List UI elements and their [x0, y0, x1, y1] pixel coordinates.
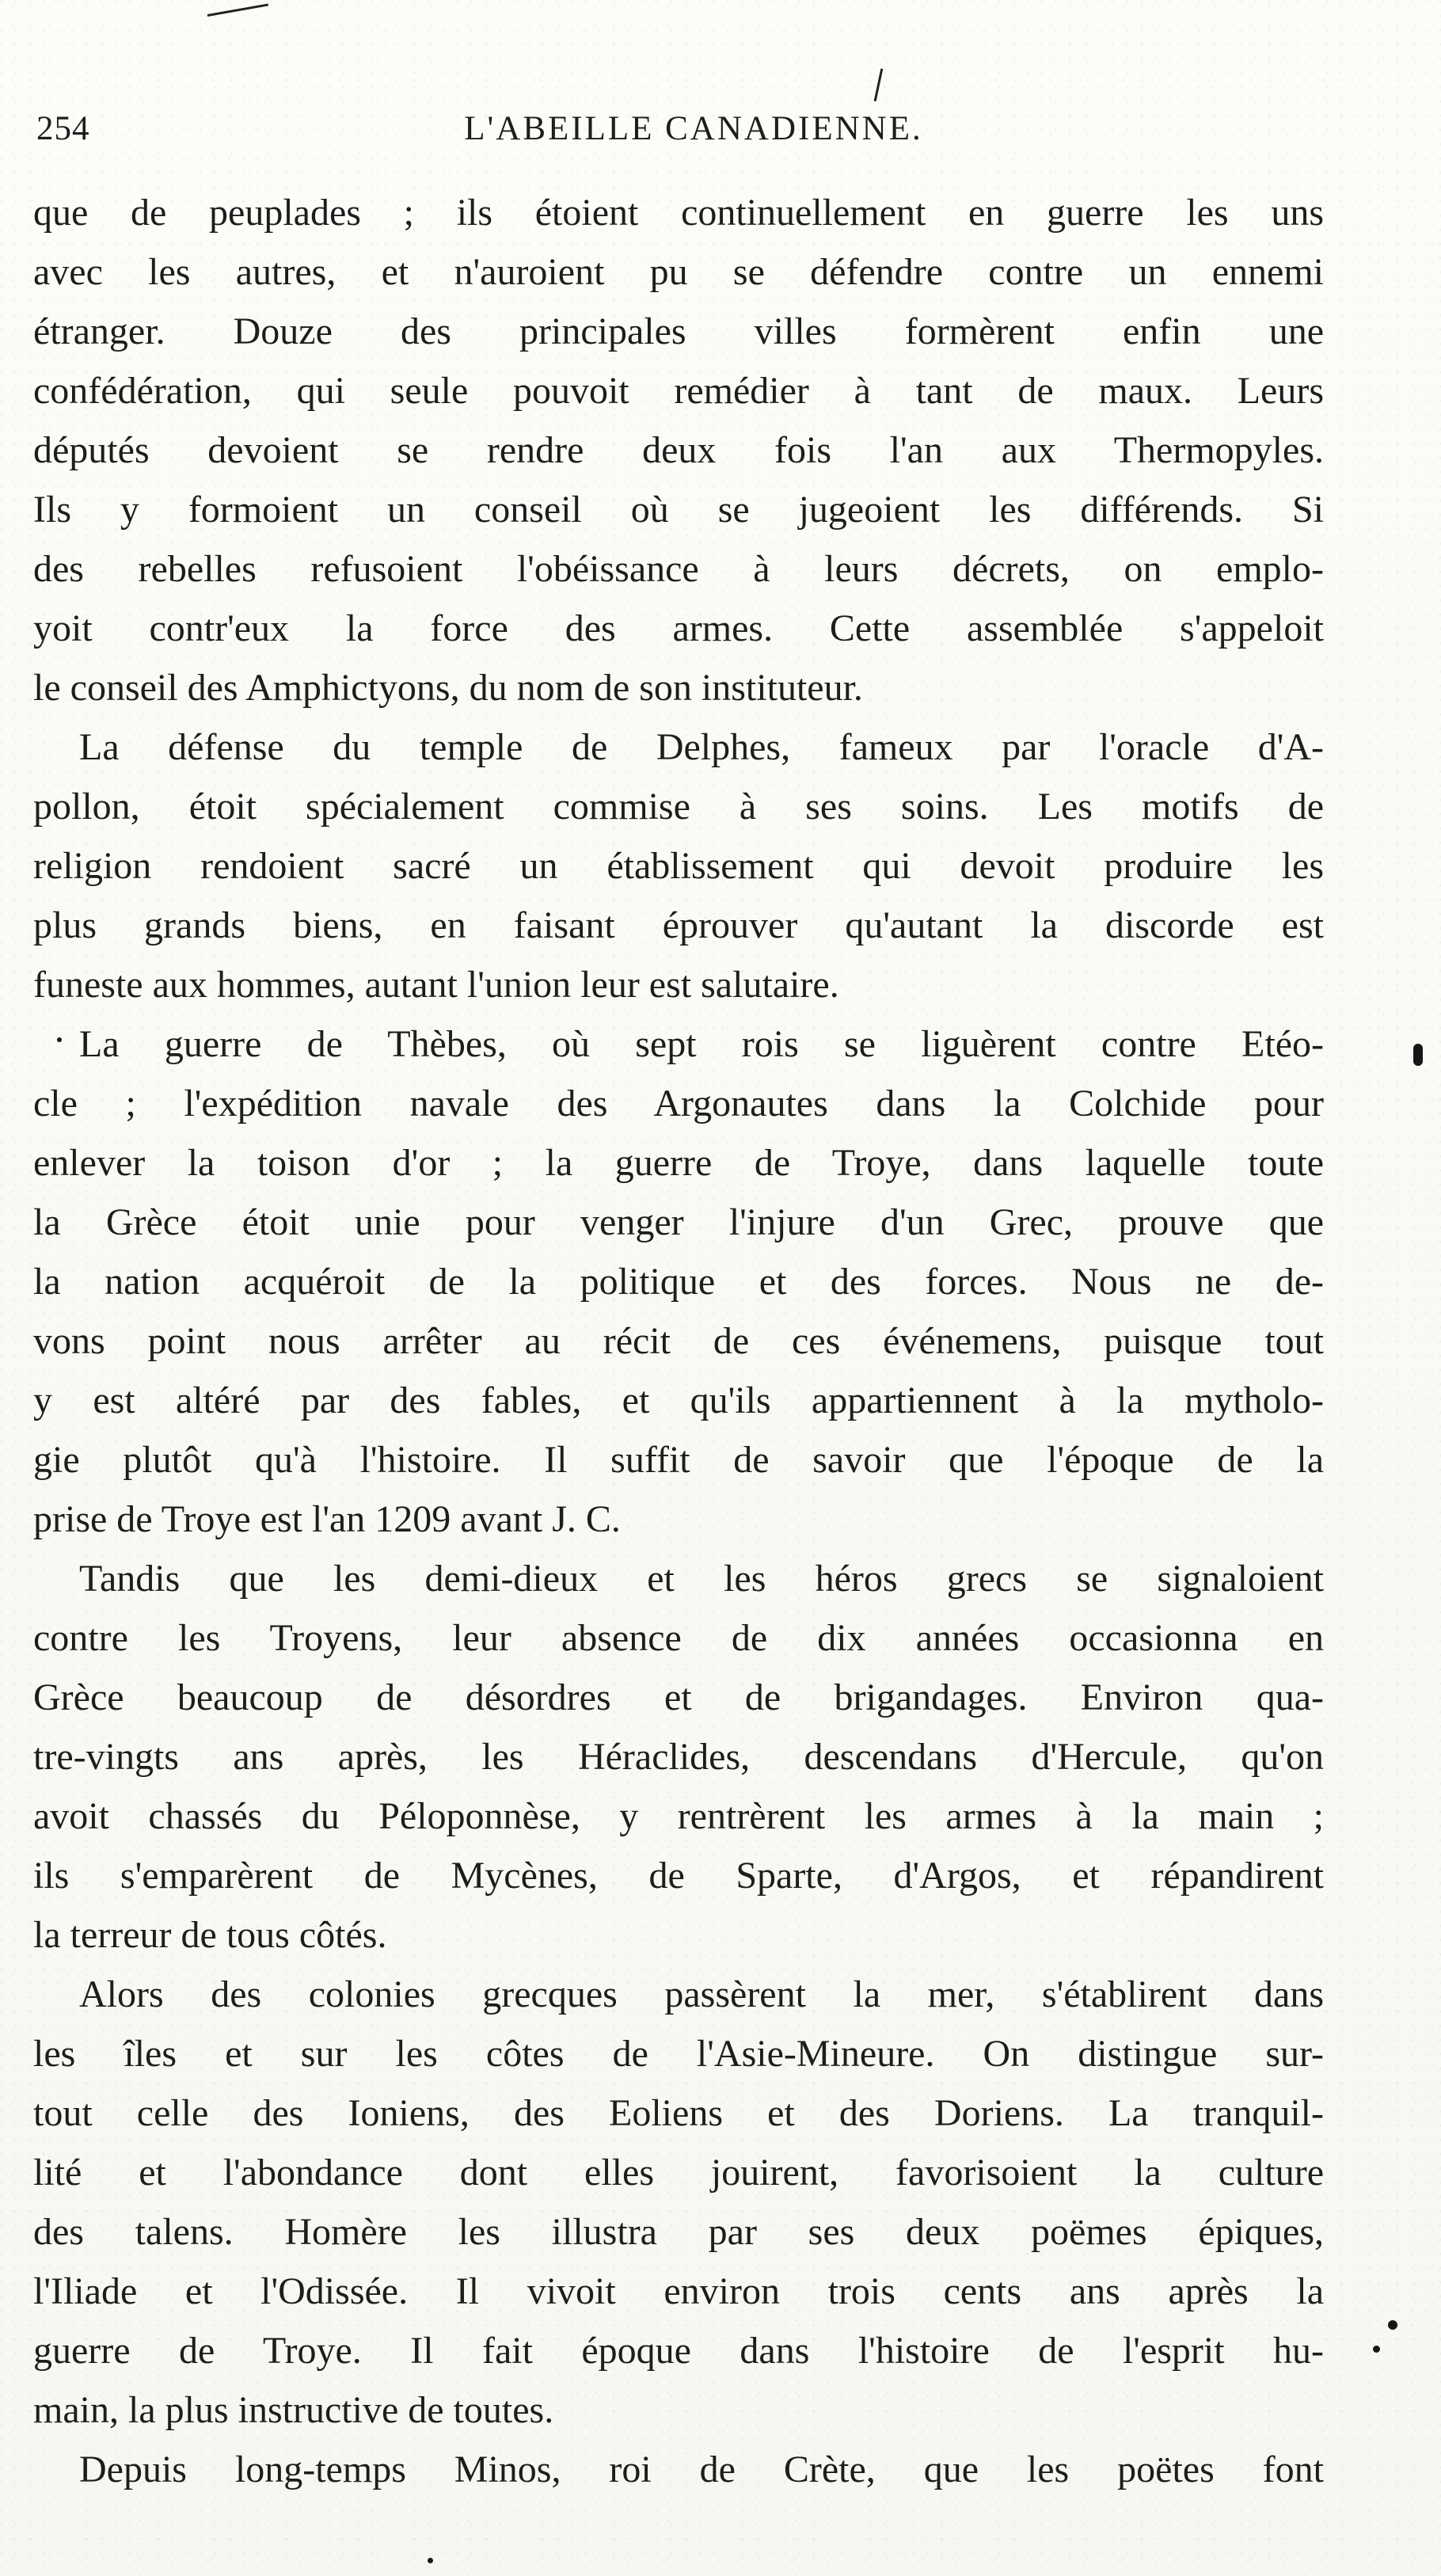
text-line: le conseil des Amphictyons, du nom de son instituteur.	[33, 667, 863, 709]
page-header	[36, 109, 1316, 173]
text-line: lité et l'abondance dont elles jouirent, favorisoient la culture	[33, 2152, 1324, 2194]
page-text	[33, 183, 1324, 2499]
text-line: yoit contr'eux la force des armes. Cette assemblée s'appeloit	[33, 607, 1324, 649]
text-line: l'Iliade et l'Odissée. Il vivoit environ trois cents ans après la	[33, 2270, 1324, 2312]
running-title: L'ABEILLE CANADIENNE.	[464, 110, 923, 147]
paragraph-start-line: Depuis long-temps Minos, roi de Crète, que les poëtes font	[79, 2449, 1324, 2490]
text-line: des rebelles refusoient l'obéissance à leurs décrets, on emplo-	[33, 548, 1324, 590]
scan-speck	[1388, 2320, 1397, 2330]
text-line: des talens. Homère les illustra par ses deux poëmes épiques,	[33, 2211, 1324, 2253]
text-line: la Grèce étoit unie pour venger l'injure d'un Grec, prouve que	[33, 1201, 1324, 1243]
text-line: main, la plus instructive de toutes.	[33, 2389, 554, 2431]
text-line: Ils y formoient un conseil où se jugeoient les différends. Si	[33, 489, 1324, 531]
paragraph-start-line: La défense du temple de Delphes, fameux par l'oracle d'A-	[79, 726, 1324, 768]
text-line: gie plutôt qu'à l'histoire. Il suffit de savoir que l'époque de la	[33, 1439, 1324, 1481]
paragraph-start-line: Tandis que les demi-dieux et les héros grecs se signaloient	[79, 1558, 1324, 1600]
scan-speck	[428, 2558, 433, 2563]
text-line: avec les autres, et n'auroient pu se défendre contre un ennemi	[33, 251, 1324, 293]
scan-mark	[874, 68, 884, 101]
text-line: contre les Troyens, leur absence de dix années occasionna en	[33, 1617, 1324, 1659]
text-line: prise de Troye est l'an 1209 avant J. C.	[33, 1498, 621, 1540]
text-line: vons point nous arrêter au récit de ces événemens, puisque tout	[33, 1320, 1324, 1362]
scan-speck	[57, 1037, 62, 1042]
text-line: tout celle des Ioniens, des Eoliens et des Doriens. La tranquil-	[33, 2092, 1324, 2134]
text-line: guerre de Troye. Il fait époque dans l'histoire de l'esprit hu-	[33, 2330, 1324, 2372]
text-line: funeste aux hommes, autant l'union leur est salutaire.	[33, 964, 839, 1006]
text-line: étranger. Douze des principales villes formèrent enfin une	[33, 310, 1324, 352]
text-line: confédération, qui seule pouvoit remédier à tant de maux. Leurs	[33, 370, 1324, 412]
scan-speck	[1413, 1044, 1423, 1066]
text-line: cle ; l'expédition navale des Argonautes dans la Colchide pour	[33, 1083, 1324, 1124]
text-line: pollon, étoit spécialement commise à ses soins. Les motifs de	[33, 786, 1324, 828]
text-line: enlever la toison d'or ; la guerre de Troye, dans laquelle toute	[33, 1142, 1324, 1184]
text-line: tre-vingts ans après, les Héraclides, descendans d'Hercule, qu'on	[33, 1736, 1324, 1778]
scan-speck	[1373, 2346, 1380, 2353]
text-line: que de peuplades ; ils étoient continuellement en guerre les uns	[33, 192, 1324, 234]
text-line: ils s'emparèrent de Mycènes, de Sparte, d'Argos, et répandirent	[33, 1855, 1324, 1897]
text-line: la terreur de tous côtés.	[33, 1914, 387, 1956]
scan-mark	[207, 3, 268, 16]
text-line: Grèce beaucoup de désordres et de brigandages. Environ qua-	[33, 1676, 1324, 1718]
page-number: 254	[36, 110, 90, 147]
paragraph-start-line: La guerre de Thèbes, où sept rois se liguèrent contre Etéo-	[79, 1023, 1324, 1065]
text-line: y est altéré par des fables, et qu'ils appartiennent à la mytholo-	[33, 1379, 1324, 1421]
text-line: députés devoient se rendre deux fois l'an aux Thermopyles.	[33, 429, 1324, 471]
text-line: les îles et sur les côtes de l'Asie-Mineure. On distingue sur-	[33, 2033, 1324, 2075]
text-line: la nation acquéroit de la politique et des forces. Nous ne de-	[33, 1261, 1324, 1303]
paragraph-start-line: Alors des colonies grecques passèrent la mer, s'établirent dans	[79, 1973, 1324, 2015]
text-line: religion rendoient sacré un établissement qui devoit produire les	[33, 845, 1324, 887]
text-line: avoit chassés du Péloponnèse, y rentrèrent les armes à la main ;	[33, 1795, 1324, 1837]
text-line: plus grands biens, en faisant éprouver qu'autant la discorde est	[33, 904, 1324, 946]
